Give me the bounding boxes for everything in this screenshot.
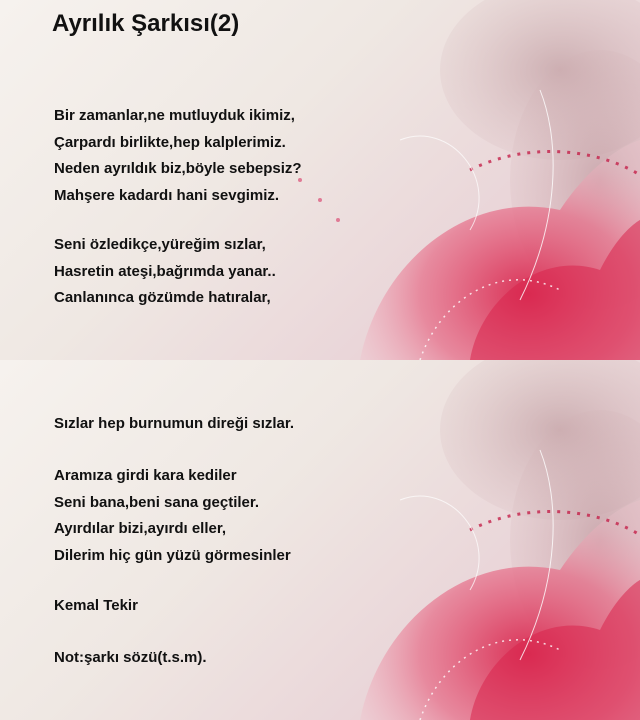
note-block (54, 645, 207, 672)
stanza-2-continued (54, 411, 294, 438)
poem-line: Dilerim hiç gün yüzü görmesinler (54, 546, 291, 564)
stanza-1 (54, 103, 302, 209)
poem-note: Not:şarkı sözü(t.s.m). (54, 649, 207, 666)
author-block (54, 593, 138, 620)
poem-line: Mahşere kadardı hani sevgimiz. (54, 186, 280, 204)
poem-line: Aramıza girdi kara kediler (54, 467, 237, 484)
poem-line: Seni bana,beni sana geçtiler. (54, 493, 260, 511)
poem-line: Seni özledikçe,yüreğim sızlar, (54, 236, 266, 253)
poem-title: Ayrılık Şarkısı(2) (52, 10, 240, 37)
poem-line: Neden ayrıldık biz,böyle sebepsiz? (54, 160, 302, 177)
poem-line: Ayırdılar bizi,ayırdı eller, (54, 520, 227, 537)
poem-line: Hasretin ateşi,bağrımda yanar.. (54, 262, 276, 280)
poem-line: Canlanınca gözümde hatıralar, (54, 289, 271, 306)
poem-line: Bir zamanlar,ne mutluyduk ikimiz, (54, 107, 295, 124)
poem-line: Sızlar hep burnumun direği sızlar. (54, 415, 295, 432)
poem-line: Çarpardı birlikte,hep kalplerimiz. (54, 133, 286, 151)
author-name: Kemal Tekir (54, 597, 138, 614)
stanza-2 (54, 232, 276, 312)
stanza-3 (54, 463, 291, 569)
poem-panel-bottom (0, 360, 640, 720)
